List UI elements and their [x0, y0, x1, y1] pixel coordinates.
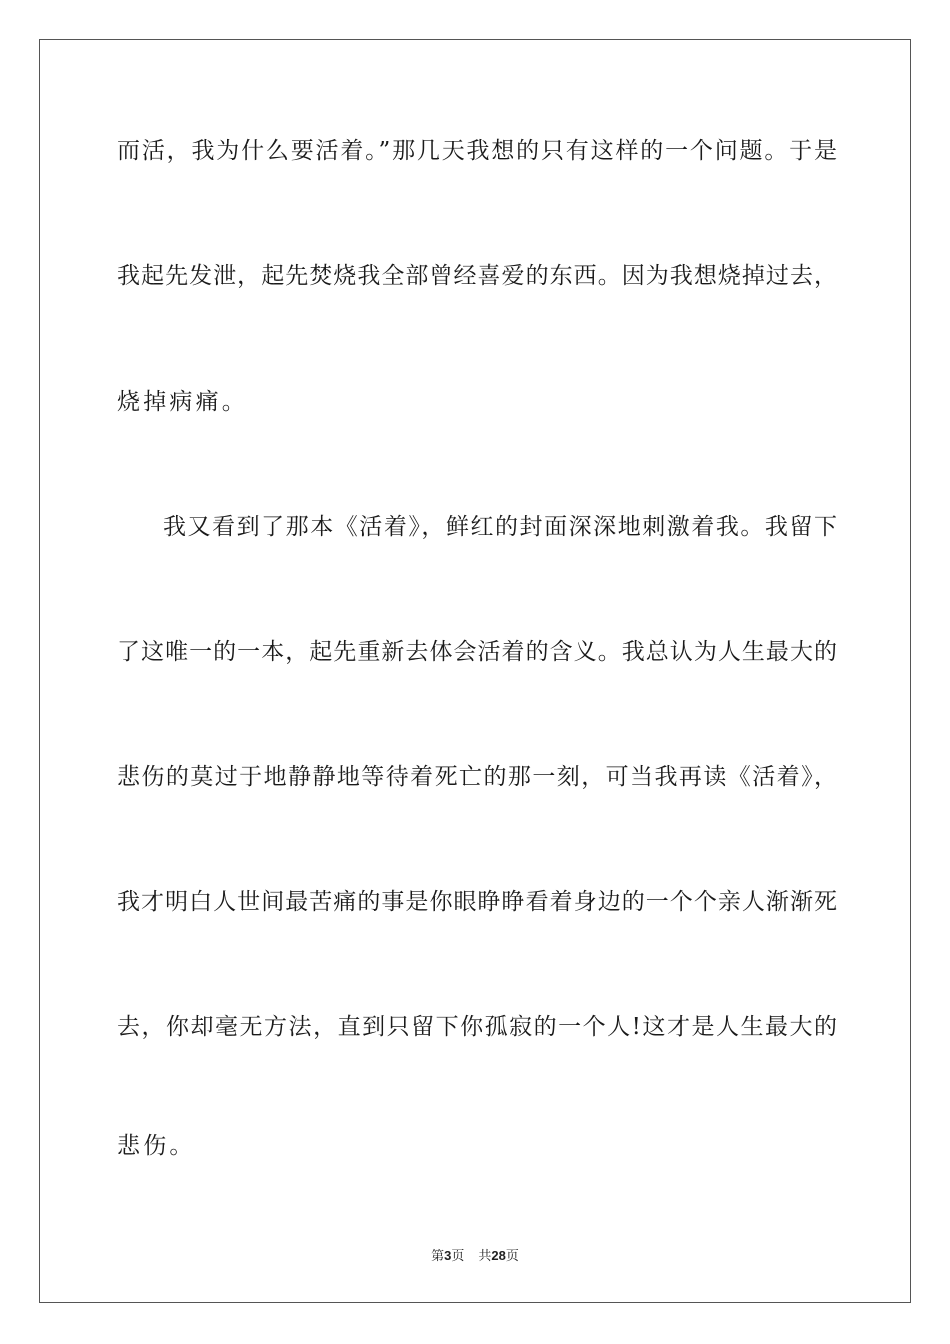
text-line: 了这唯一的一本，起先重新去体会活着的含义。我总认为人生最大的 [117, 639, 837, 665]
text-line: 而活，我为什么要活着。”那几天我想的只有这样的一个问题。于是 [117, 138, 837, 164]
text-line: 烧掉病痛。 [117, 389, 248, 415]
paragraph-first-line: 我又看到了那本《活着》，鲜红的封面深深地刺激着我。我留下 [163, 514, 837, 540]
page-footer [0, 1247, 950, 1266]
text-line: 我起先发泄，起先焚烧我全部曾经喜爱的东西。因为我想烧掉过去， [117, 263, 837, 289]
page-suffix: 页 [451, 1249, 465, 1264]
page-prefix: 第 [431, 1249, 445, 1264]
total-suffix: 页 [505, 1249, 519, 1264]
page-number: 3 [444, 1248, 452, 1263]
text-line: 去，你却毫无方法，直到只留下你孤寂的一个人!这才是人生最大的 [117, 1014, 837, 1040]
page-border [39, 39, 911, 1303]
total-prefix: 共 [478, 1249, 492, 1264]
text-line: 我才明白人世间最苦痛的事是你眼睁睁看着身边的一个个亲人渐渐死 [117, 889, 837, 915]
text-line: 悲伤的莫过于地静静地等待着死亡的那一刻，可当我再读《活着》， [117, 764, 837, 790]
total-pages: 28 [491, 1248, 506, 1263]
text-line: 悲伤。 [117, 1133, 196, 1159]
